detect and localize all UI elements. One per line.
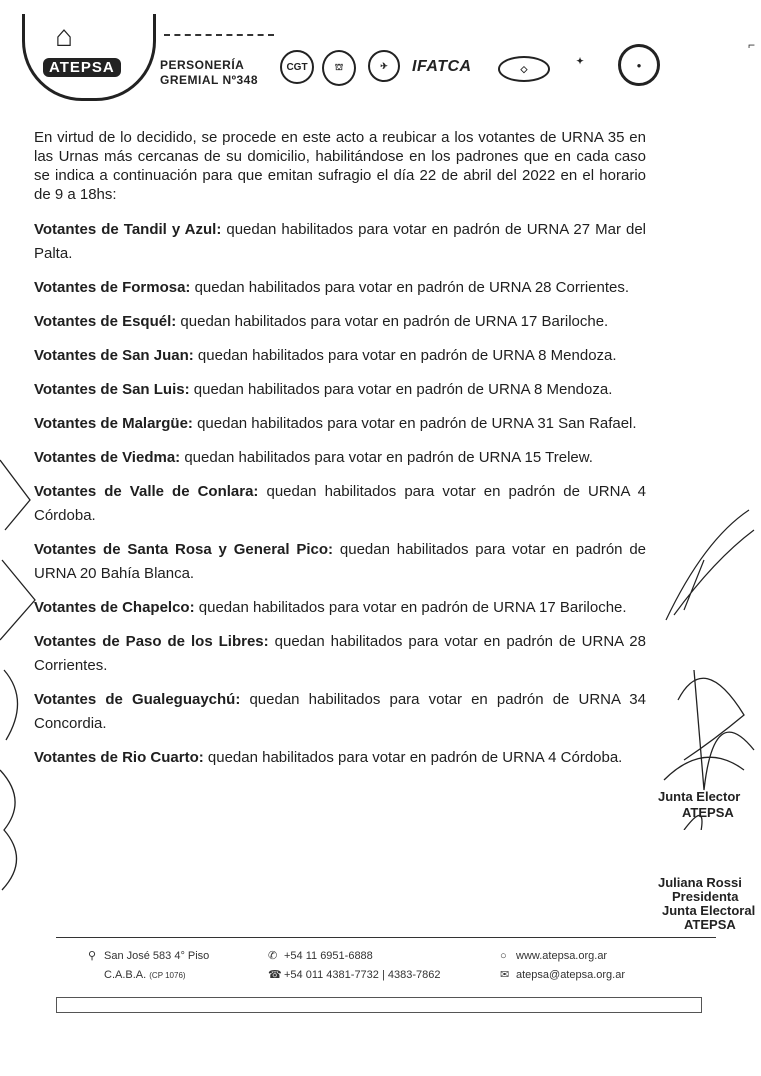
affiliate-round-seal: ● (618, 44, 660, 86)
signature-block (644, 500, 761, 940)
voter-assignment: quedan habilitados para votar en padrón de URNA 28 Corrientes. (34, 633, 646, 674)
voter-assignment: quedan habilitados para votar en padrón de URNA 15 Trelew. (180, 449, 593, 466)
voter-assignment: quedan habilitados para votar en padrón de URNA 8 Mendoza. (189, 381, 613, 398)
personeria-line2: GREMIAL Nº348 (160, 73, 259, 87)
voter-location: Votantes de San Luis: (34, 381, 190, 398)
signatory-role: Presidenta (672, 889, 739, 904)
voter-assignment: quedan habilitados para votar en padrón de URNA 4 Córdoba. (203, 749, 623, 766)
voter-location: Votantes de Rio Cuarto: (34, 749, 204, 766)
voter-assignment: quedan habilitados para votar en padrón de URNA 28 Corrientes. (190, 279, 630, 296)
cgt-logo: CGT (280, 50, 314, 84)
footer-bottom-bar (56, 997, 702, 1013)
website-link[interactable]: www.atepsa.org.ar (516, 950, 608, 962)
personeria-gremial (160, 58, 258, 88)
junta-electoral-label: Junta Elector (658, 789, 741, 804)
handwritten-signature (644, 500, 761, 830)
affiliate-oval-logo: ◇ (498, 56, 550, 82)
voter-location: Votantes de Esquél: (34, 313, 177, 330)
voter-entry (34, 218, 646, 266)
voter-entry (34, 344, 646, 368)
phone-block (268, 947, 441, 985)
voter-location: Votantes de Santa Rosa y General Pico: (34, 541, 334, 558)
voter-entry (34, 446, 646, 470)
voter-entry (34, 310, 646, 334)
email-icon: ✉ (500, 969, 510, 981)
logo-text: ATEPSA (43, 58, 121, 77)
voter-assignment: quedan habilitados para votar en padrón de URNA 17 Bariloche. (194, 599, 627, 616)
voter-location: Votantes de Malargüe: (34, 415, 193, 432)
intro-paragraph: En virtud de lo decidido, se procede en este acto a reubicar a los votantes de URNA 35 en las Urnas más cercanas de su domicilio, habilitándose en los padrones que en cada caso se indica a continuación para que emitan sufragio el día 22 de abril del 2022 en el horario de 9 a 18hs: (34, 129, 646, 203)
globe-icon: ○ (500, 950, 507, 962)
voter-assignment: quedan habilitados para votar en padrón de URNA 27 Mar del Palta. (34, 221, 646, 262)
voter-assignment: quedan habilitados para votar en padrón de URNA 34 Concordia. (34, 691, 646, 732)
atepsa-logo: ⌂ ATEPSA (22, 14, 156, 101)
voter-assignment: quedan habilitados para votar en padrón de URNA 20 Bahía Blanca. (34, 541, 647, 582)
voter-location: Votantes de Tandil y Azul: (34, 221, 222, 238)
voter-entry (34, 276, 646, 300)
signatory-name: Juliana Rossi (658, 875, 742, 890)
personeria-line1: PERSONERÍA (160, 58, 245, 72)
voter-location: Votantes de Gualeguaychú: (34, 691, 241, 708)
whatsapp-icon: ✆ (268, 950, 278, 962)
atepsa-label: ATEPSA (682, 805, 734, 820)
phone-primary: +54 11 6951-6888 (284, 950, 373, 962)
document-body (34, 128, 646, 780)
voter-entry (34, 688, 646, 736)
voter-assignment: quedan habilitados para votar en padrón de URNA 8 Mendoza. (193, 347, 617, 364)
junta-electoral-label-2: Junta Electoral (662, 903, 756, 918)
postal-code: (CP 1076) (149, 971, 186, 980)
voter-entry (34, 480, 646, 528)
address-block (88, 947, 209, 985)
affiliate-tower-icon: ✦ (576, 55, 584, 66)
header-divider (164, 34, 274, 36)
voter-location: Votantes de San Juan: (34, 347, 194, 364)
voter-entry (34, 746, 646, 770)
phone-icon: ☎ (268, 969, 282, 981)
address-line1: San José 583 4° Piso (104, 950, 210, 962)
affiliate-seal-icon: ✈ (368, 50, 400, 82)
address-line2: C.A.B.A. (104, 969, 147, 981)
voter-location: Votantes de Viedma: (34, 449, 181, 466)
ifatca-logo: IFATCA (412, 58, 472, 75)
phone-secondary: +54 011 4381-7732 | 4383-7862 (284, 969, 441, 981)
voter-location: Votantes de Paso de los Libres: (34, 633, 269, 650)
footer (0, 935, 761, 1076)
voter-reassignment-list (34, 218, 646, 770)
atepsa-label-2: ATEPSA (684, 917, 736, 932)
footer-divider (56, 937, 716, 938)
voter-assignment: quedan habilitados para votar en padrón de URNA 17 Bariloche. (176, 313, 609, 330)
voter-location: Votantes de Formosa: (34, 279, 191, 296)
voter-entry (34, 378, 646, 402)
voter-entry (34, 538, 646, 586)
voter-assignment: quedan habilitados para votar en padrón de URNA 4 Córdoba. (34, 483, 647, 524)
voter-location: Votantes de Chapelco: (34, 599, 195, 616)
voter-entry (34, 596, 646, 620)
web-block (500, 947, 625, 985)
voter-assignment: quedan habilitados para votar en padrón de URNA 31 San Rafael. (192, 415, 637, 432)
margin-signature-scribble (0, 440, 40, 900)
voter-location: Votantes de Valle de Conlara: (34, 483, 259, 500)
affiliate-emblem-icon: ⛫ (322, 50, 356, 86)
edge-mark: ⌐ (748, 38, 756, 52)
voter-entry (34, 412, 646, 436)
voter-entry (34, 630, 646, 678)
email-link[interactable]: atepsa@atepsa.org.ar (516, 969, 626, 981)
letterhead (0, 0, 761, 120)
location-pin-icon: ⚲ (88, 950, 97, 962)
